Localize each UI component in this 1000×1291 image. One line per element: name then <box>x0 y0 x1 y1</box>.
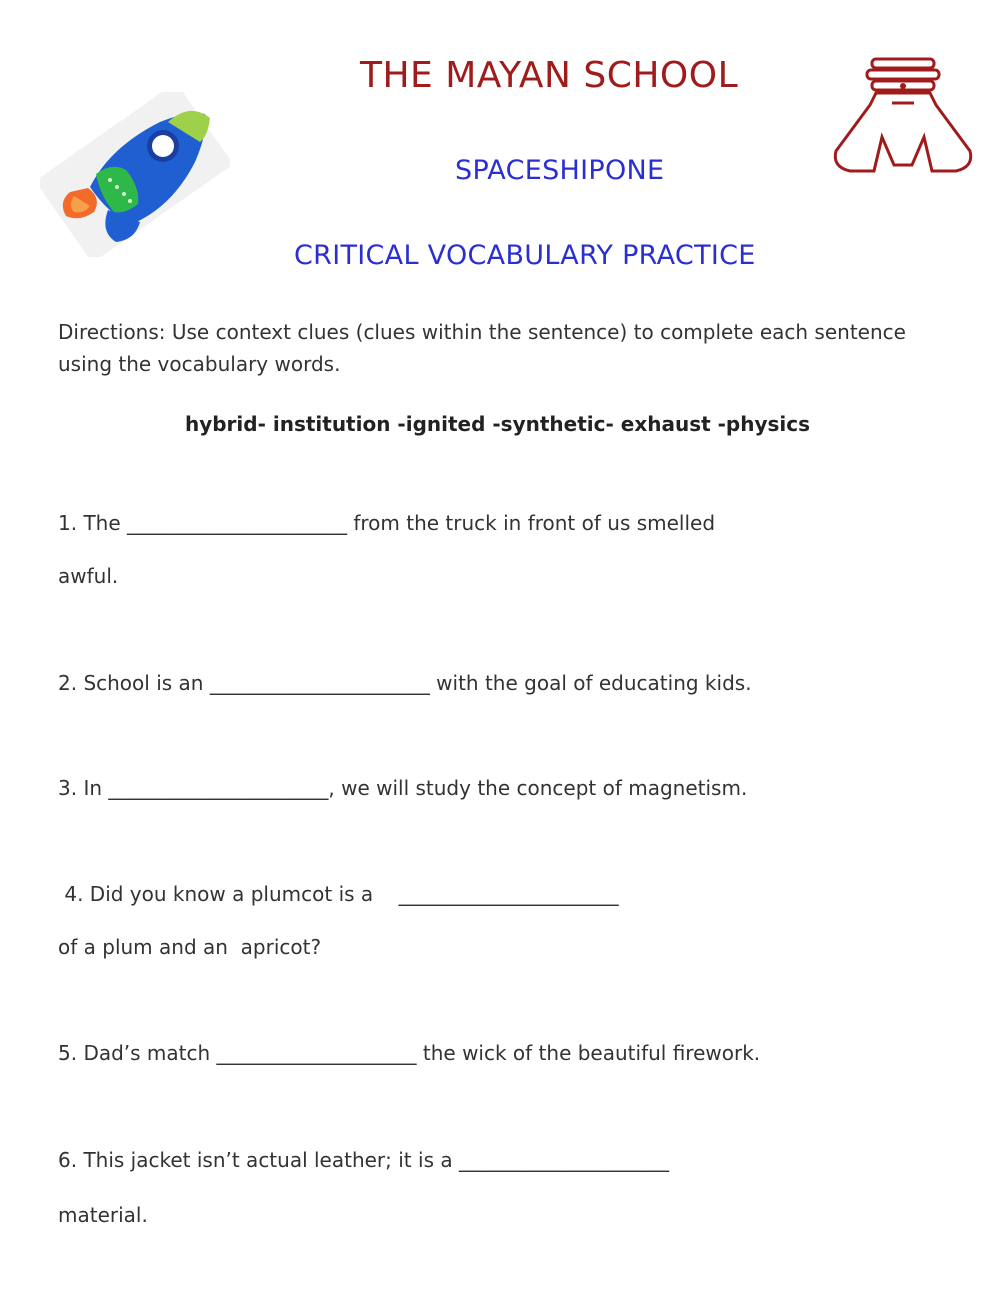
question-6-continued: material. <box>58 1203 148 1227</box>
worksheet-subtitle: SPACESHIPONE <box>455 155 665 186</box>
school-logo-icon <box>832 55 974 177</box>
question-4: 4. Did you know a plumcot is a ______________________ <box>58 882 619 906</box>
question-6: 6. This jacket isn’t actual leather; it is a _____________________ <box>58 1148 669 1172</box>
school-name: THE MAYAN SCHOOL <box>360 55 739 96</box>
question-1: 1. The ______________________ from the truck in front of us smelled <box>58 511 716 535</box>
rocket-icon <box>40 92 230 257</box>
question-5: 5. Dad’s match ____________________ the wick of the beautiful firework. <box>58 1041 761 1065</box>
word-bank: hybrid- institution -ignited -synthetic- exhaust -physics <box>184 412 811 436</box>
directions-text: Directions: Use context clues (clues within the sentence) to complete each sentence using the vocabulary words. <box>58 320 906 376</box>
question-4-continued: of a plum and an apricot? <box>58 935 322 959</box>
question-2: 2. School is an ______________________ with the goal of educating kids. <box>58 671 752 695</box>
question-1-continued: awful. <box>58 564 119 588</box>
question-3: 3. In ______________________, we will study the concept of magnetism. <box>58 776 748 800</box>
worksheet-title: CRITICAL VOCABULARY PRACTICE <box>294 240 756 271</box>
